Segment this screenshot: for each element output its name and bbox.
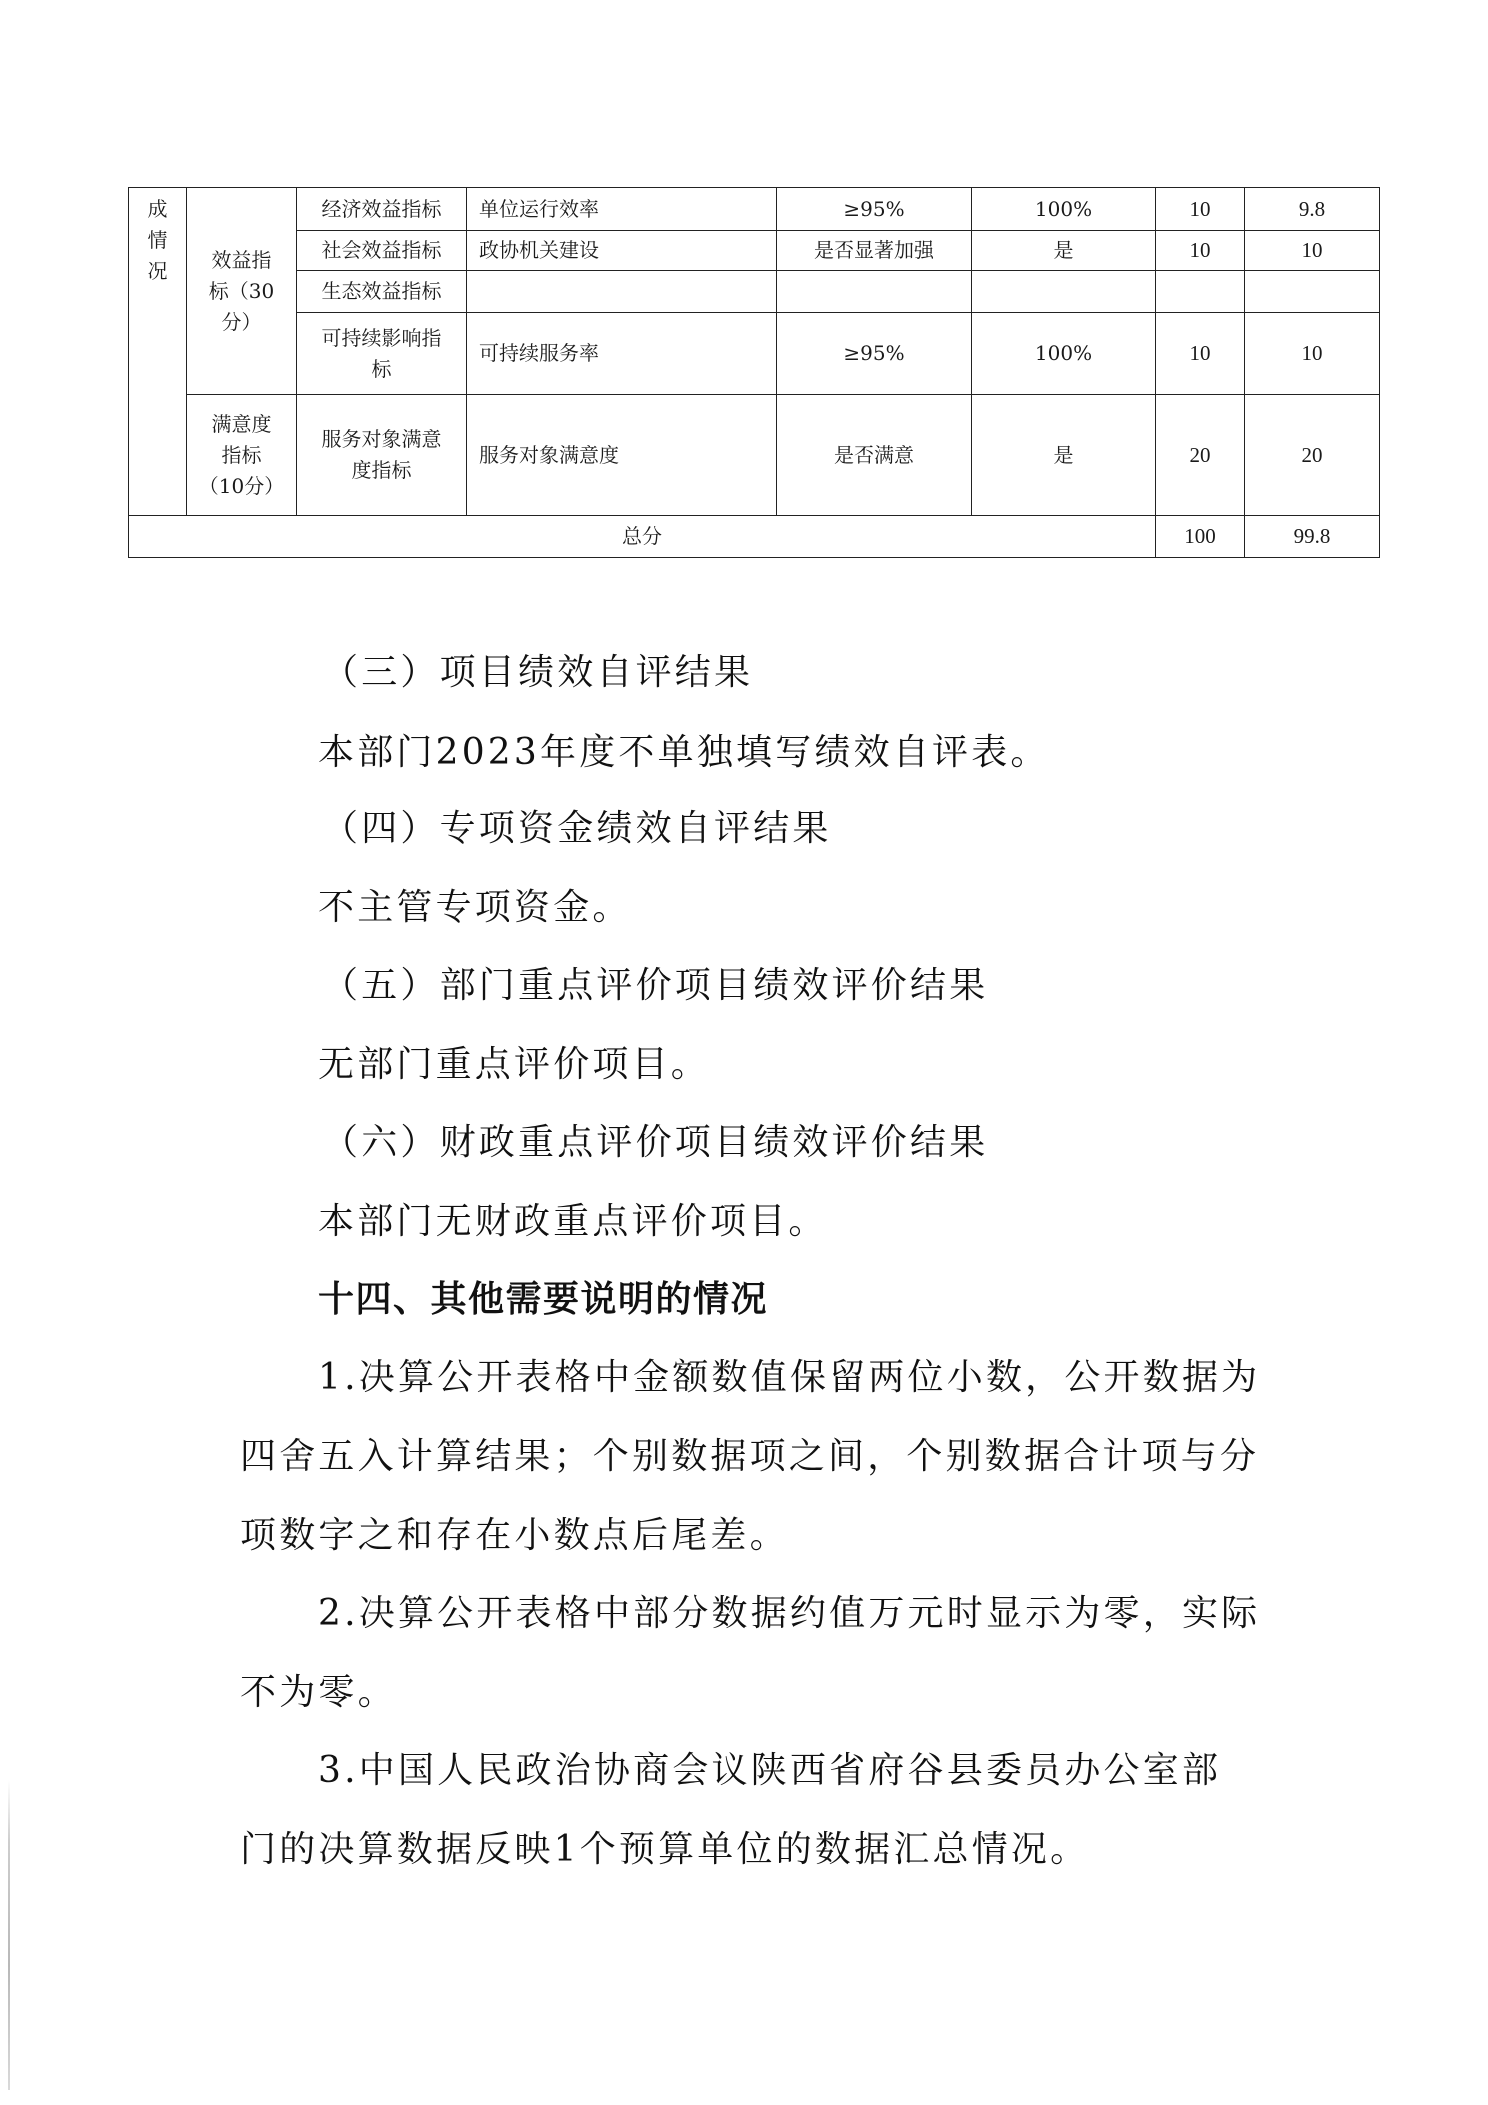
indicator-line: 可持续影响指	[321, 325, 442, 350]
full-score-cell	[1156, 271, 1245, 313]
note-1-line-2: 四舍五入计算结果；个别数据项之间，个别数据合计项与分	[240, 1436, 1260, 1477]
item-cell: 服务对象满意度	[467, 395, 777, 516]
got-score-cell: 10	[1245, 313, 1380, 395]
note-3-line-2: 门的决算数据反映1个预算单位的数据汇总情况。	[240, 1829, 1090, 1870]
section-5-body: 无部门重点评价项目。	[318, 1044, 711, 1085]
full-score-cell: 10	[1156, 188, 1245, 231]
target-cell: ≥95%	[777, 188, 972, 231]
actual-cell	[972, 271, 1156, 313]
indicator-cell	[297, 395, 467, 516]
indicator-cell: 经济效益指标	[297, 188, 467, 231]
got-score-cell: 10	[1245, 231, 1380, 271]
item-cell: 单位运行效率	[467, 188, 777, 231]
actual-cell: 100%	[972, 188, 1156, 231]
full-score-cell: 20	[1156, 395, 1245, 516]
item-cell: 政协机关建设	[467, 231, 777, 271]
subgroup-line: 效益指	[211, 247, 272, 272]
note-2-line-2: 不为零。	[240, 1672, 397, 1713]
subgroup-line: 指标	[221, 442, 262, 467]
indicator-cell: 社会效益指标	[297, 231, 467, 271]
total-got-score-cell: 99.8	[1245, 516, 1380, 558]
total-full-score-cell: 100	[1156, 516, 1245, 558]
note-1-line-3: 项数字之和存在小数点后尾差。	[240, 1515, 789, 1556]
benefit-indicator-cell	[187, 188, 297, 395]
group-label-cell	[129, 188, 187, 516]
full-score-cell: 10	[1156, 313, 1245, 395]
subgroup-line: 满意度	[211, 411, 272, 436]
section-4-heading: （四）专项资金绩效自评结果	[322, 808, 832, 849]
section-5-heading: （五）部门重点评价项目绩效评价结果	[322, 965, 989, 1006]
section-3-body: 本部门2023年度不单独填写绩效自评表。	[318, 732, 1050, 773]
section-6-body: 本部门无财政重点评价项目。	[318, 1201, 828, 1242]
table-row-economic	[129, 188, 1380, 231]
subgroup-line: （10分）	[198, 473, 285, 498]
scan-edge-artifact	[8, 1780, 10, 2090]
table-row-satisfaction	[129, 395, 1380, 516]
performance-table	[128, 187, 1380, 558]
target-cell: 是否满意	[777, 395, 972, 516]
total-label-cell: 总分	[129, 516, 1156, 558]
section-6-heading: （六）财政重点评价项目绩效评价结果	[322, 1122, 989, 1163]
actual-cell: 100%	[972, 313, 1156, 395]
table-row-sustainable	[129, 313, 1380, 395]
got-score-cell: 20	[1245, 395, 1380, 516]
subgroup-line: 标（30	[208, 278, 275, 303]
note-3-line-1: 3.中国人民政治协商会议陕西省府谷县委员办公室部	[318, 1750, 1222, 1791]
target-cell: 是否显著加强	[777, 231, 972, 271]
indicator-line: 服务对象满意	[321, 427, 442, 451]
group-char: 成	[147, 197, 168, 221]
group-char: 情	[147, 228, 168, 252]
section-14-heading: 十四、其他需要说明的情况	[318, 1279, 769, 1320]
indicator-cell: 生态效益指标	[297, 271, 467, 313]
table-row-ecological	[129, 271, 1380, 313]
subgroup-line: 分）	[221, 309, 262, 334]
table-row-social	[129, 231, 1380, 271]
got-score-cell: 9.8	[1245, 188, 1380, 231]
section-4-body: 不主管专项资金。	[318, 887, 632, 928]
actual-cell: 是	[972, 395, 1156, 516]
target-cell: ≥95%	[777, 313, 972, 395]
group-char: 况	[147, 259, 168, 283]
indicator-line: 标	[371, 356, 392, 381]
note-1-line-1: 1.决算公开表格中金额数值保留两位小数，公开数据为	[318, 1357, 1261, 1398]
section-3-heading: （三）项目绩效自评结果	[322, 652, 754, 693]
full-score-cell: 10	[1156, 231, 1245, 271]
indicator-line: 度指标	[351, 458, 412, 482]
item-cell	[467, 271, 777, 313]
note-2-line-1: 2.决算公开表格中部分数据约值万元时显示为零，实际	[318, 1593, 1261, 1634]
got-score-cell	[1245, 271, 1380, 313]
indicator-cell	[297, 313, 467, 395]
target-cell	[777, 271, 972, 313]
table-row-total	[129, 516, 1380, 558]
actual-cell: 是	[972, 231, 1156, 271]
item-cell: 可持续服务率	[467, 313, 777, 395]
satisfaction-indicator-cell	[187, 395, 297, 516]
